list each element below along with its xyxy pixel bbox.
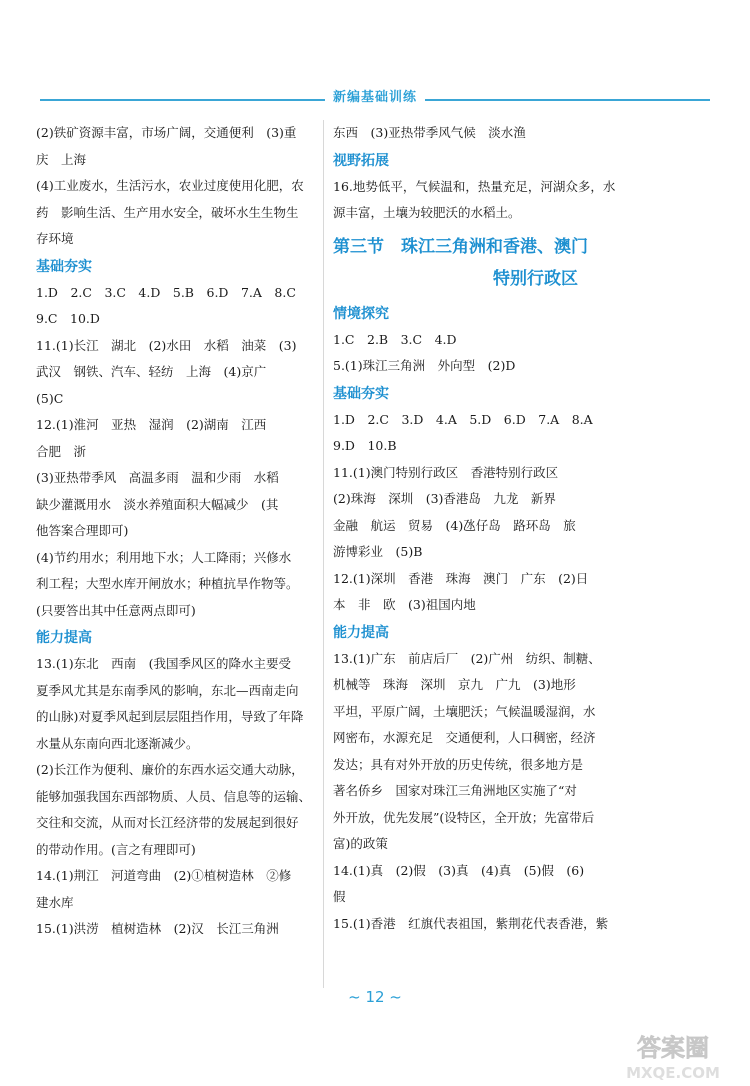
left-text-line: 合肥 浙: [36, 443, 87, 459]
left-text-line: 庆 上海: [36, 151, 87, 167]
right-bottom-text-line: 5.(1)珠江三角洲 外向型 (2)D: [333, 358, 516, 373]
right-bottom-text-line: 1.D 2.C 3.D 4.A 5.D 6.D 7.A 8.A: [333, 411, 593, 427]
right-bottom-text-line: 平坦，平原广阔，土壤肥沃；气候温暖湿润，水: [333, 703, 596, 719]
right-bottom-text-line: 发达；具有对外开放的历史传统，很多地方是: [333, 756, 584, 772]
right-bottom-text-line: 假: [333, 889, 346, 904]
left-text-line: 他答案合理即可): [36, 523, 129, 538]
left-text-line: 能够加强我国东西部物质、人员、信息等的运输、: [36, 788, 312, 804]
right-column-bottom: [333, 301, 618, 938]
left-text-line: 15.(1)洪涝 植树造林 (2)汉 长江三角洲: [36, 921, 279, 936]
right-column: [333, 120, 618, 1001]
left-text-line: 13.(1)东北 西南 (我国季风区的降水主要受: [36, 656, 291, 671]
right-top-text-line: 源丰富，土壤为较肥沃的水稻土。: [333, 205, 521, 220]
left-text-line: 药 影响生活、生产用水安全，破坏水生生物生: [36, 204, 299, 220]
left-text-line: 交往和交流，从而对长江经济带的发展起到很好: [36, 815, 299, 830]
left-text-line: (4)节约用水；利用地下水；人工降雨；兴修水: [36, 549, 292, 565]
right-top-text-line: 16.地势低平，气候温和，热量充足，河湖众多，水: [333, 178, 616, 194]
left-section-heading: 基础夯实: [36, 258, 92, 275]
right-bottom-text-line: (2)珠海 深圳 (3)香港岛 九龙 新界: [333, 491, 556, 506]
left-text-line: 武汉 钢铁、汽车、轻纺 上海 (4)京广: [36, 364, 267, 379]
left-text-line: 14.(1)荆江 河道弯曲 (2)①植树造林 ②修: [36, 868, 292, 883]
left-text-line: 11.(1)长江 湖北 (2)水田 水稻 油菜 (3): [36, 337, 297, 353]
right-bottom-text-line: 游博彩业 (5)B: [333, 544, 423, 559]
left-text-line: 利工程；大型水库开闸放水；种植抗旱作物等。: [36, 576, 299, 591]
right-bottom-text-line: 1.C 2.B 3.C 4.D: [333, 331, 457, 347]
left-text-line: (3)亚热带季风 高温多雨 温和少雨 水稻: [36, 470, 279, 485]
right-bottom-text-line: 9.D 10.B: [333, 438, 397, 453]
left-text-line: 9.C 10.D: [36, 311, 100, 326]
watermark-line2: MXQE.COM: [626, 1064, 720, 1082]
right-bottom-section-heading: 基础夯实: [333, 385, 389, 402]
right-top-text-line: 东西 (3)亚热带季风气候 淡水渔: [333, 125, 526, 140]
right-bottom-text-line: 本 非 欧 (3)祖国内地: [333, 597, 476, 612]
right-bottom-text-line: 12.(1)深圳 香港 珠海 澳门 广东 (2)日: [333, 570, 589, 586]
left-text-line: (4)工业废水，生活污水，农业过度使用化肥，农: [36, 178, 304, 193]
left-text-line: 缺少灌溉用水 淡水养殖面积大幅减少 (其: [36, 496, 279, 512]
left-text-line: 的山脉)对夏季风起到层层阻挡作用，导致了年降: [36, 709, 304, 724]
left-text-line: 的带动作用。(言之有理即可): [36, 841, 196, 857]
right-bottom-text-line: 外开放，优先发展”(设特区，全开放；先富带后: [333, 809, 595, 825]
header-title: 新编基础训练: [325, 86, 425, 105]
right-bottom-section-heading: 情境探究: [333, 305, 389, 322]
watermark-line1: 答案圈: [637, 1034, 709, 1062]
right-bottom-text-line: 机械等 珠海 深圳 京九 广九 (3)地形: [333, 677, 576, 692]
chapter-heading-line1: 第三节 珠江三角洲和香港、澳门: [333, 236, 588, 257]
column-divider: [323, 120, 324, 988]
right-bottom-section-heading: 能力提高: [333, 624, 389, 641]
left-text-line: 水量从东南向西北逐渐减少。: [36, 735, 199, 751]
page-number: ~ 12 ~: [348, 988, 402, 1006]
left-text-line: (只要答出其中任意两点即可): [36, 602, 196, 618]
right-column-top: [333, 120, 618, 227]
right-bottom-text-line: 14.(1)真 (2)假 (3)真 (4)真 (5)假 (6): [333, 862, 585, 878]
left-text-line: 1.D 2.C 3.C 4.D 5.B 6.D 7.A 8.C: [36, 284, 296, 300]
right-top-section-heading: 视野拓展: [333, 152, 389, 169]
left-text-line: 12.(1)淮河 亚热 湿润 (2)湖南 江西: [36, 417, 267, 432]
right-bottom-text-line: 13.(1)广东 前店后厂 (2)广州 纺织、制糖、: [333, 650, 601, 666]
left-text-line: 建水库: [36, 894, 74, 910]
left-text-line: 存环境: [36, 231, 74, 246]
right-bottom-text-line: 富)的政策: [333, 836, 388, 851]
chapter-heading-line2: 特别行政区: [493, 268, 578, 289]
right-bottom-text-line: 金融 航运 贸易 (4)氹仔岛 路环岛 旅: [333, 517, 576, 533]
left-text-line: 夏季风尤其是东南季风的影响，东北—西南走向: [36, 682, 299, 698]
watermark-logo: [598, 1030, 748, 1084]
left-section-heading: 能力提高: [36, 630, 92, 646]
running-header: [40, 86, 710, 108]
left-text-line: (2)长江作为便利、廉价的东西水运交通大动脉，: [36, 762, 304, 777]
left-text-line: (5)C: [36, 390, 64, 406]
right-bottom-text-line: 11.(1)澳门特别行政区 香港特别行政区: [333, 464, 559, 480]
chapter-heading: [333, 231, 618, 295]
right-bottom-text-line: 15.(1)香港 红旗代表祖国，紫荆花代表香港，紫: [333, 915, 609, 931]
left-text-line: (2)铁矿资源丰富，市场广阔，交通便利 (3)重: [36, 125, 297, 140]
left-column: [36, 120, 321, 1001]
right-bottom-text-line: 网密布，水源充足 交通便利，人口稠密，经济: [333, 730, 596, 745]
right-bottom-text-line: 著名侨乡 国家对珠江三角洲地区实施了“对: [333, 783, 577, 798]
